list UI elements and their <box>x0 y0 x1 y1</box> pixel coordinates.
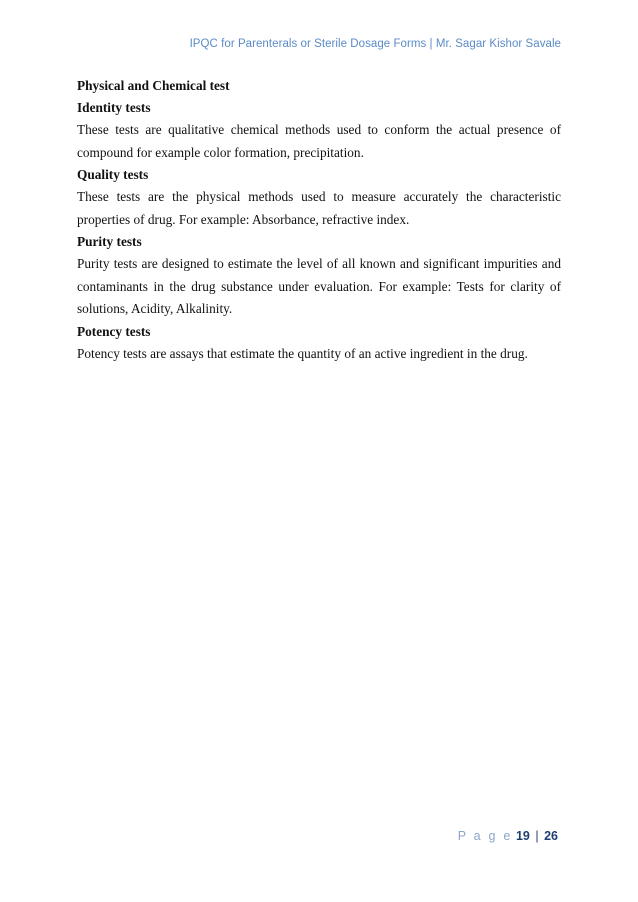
section-text-identity: These tests are qualitative chemical methods used to conform the actual presence of compound for example color formation, precipitation. <box>77 122 561 160</box>
current-page-number: 19 <box>515 829 530 843</box>
page-separator: | <box>535 829 539 843</box>
section-heading-quality: Quality tests <box>77 167 149 182</box>
section-heading-physical-chemical: Physical and Chemical test <box>77 78 230 93</box>
section-text-quality: These tests are the physical methods used to measure accurately the characteristic properties of drug. For example: Absorbance, refractive index. <box>77 189 561 227</box>
total-pages-number: 26 <box>544 829 558 843</box>
section-text-purity: Purity tests are designed to estimate the level of all known and significant impurities and contaminants in the drug substance under evaluation. For example: Tests for clarity of solutions, Acidity, Alkalinity. <box>77 256 561 316</box>
page-label: P a g e <box>457 829 513 843</box>
document-body <box>77 75 561 365</box>
section-heading-purity: Purity tests <box>77 234 142 249</box>
section-text-potency: Potency tests are assays that estimate the quantity of an active ingredient in the drug. <box>77 345 528 361</box>
section-heading-identity: Identity tests <box>77 100 151 115</box>
running-header: IPQC for Parenterals or Sterile Dosage Forms | Mr. Sagar Kishor Savale <box>189 38 561 50</box>
page-footer <box>458 829 558 843</box>
section-heading-potency: Potency tests <box>77 323 151 339</box>
